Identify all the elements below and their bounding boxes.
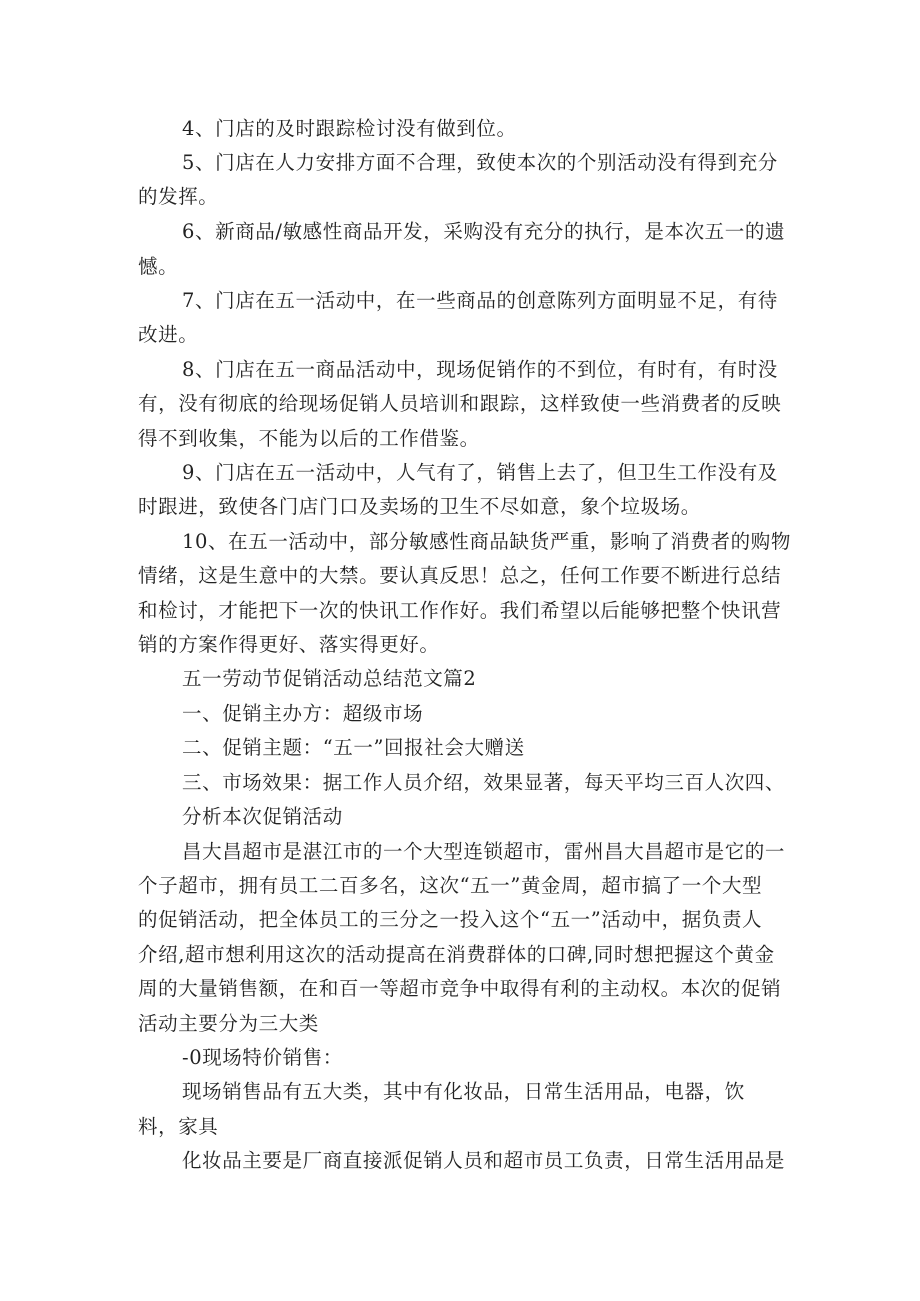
text-line: 活动主要分为三大类: [138, 1012, 319, 1035]
text-line: 和检讨，才能把下一次的快讯工作作好。我们希望以后能够把整个快讯营: [138, 599, 782, 622]
text-line: 憾。: [138, 255, 179, 278]
text-line: 的促销活动，把全体员工的三分之一投入这个“五一”活动中，据负责人: [138, 908, 763, 931]
text-line: 现场销售品有五大类，其中有化妆品，日常生活用品，电器，饮: [182, 1080, 745, 1103]
text-line: 4、门店的及时跟踪检讨没有做到位。: [182, 117, 517, 140]
text-line: 介绍,超市想利用这次的活动提高在消费群体的口碑,同时想把握这个黄金: [138, 943, 775, 966]
text-line: 昌大昌超市是湛江市的一个大型连锁超市，雷州昌大昌超市是它的一: [182, 840, 786, 863]
text-line: -0现场特价销售：: [182, 1046, 343, 1069]
text-line: 化妆品主要是厂商直接派促销人员和超市员工负责，日常生活用品是: [182, 1149, 786, 1172]
text-line: 一、促销主办方：超级市场: [182, 702, 424, 725]
text-line: 5、门店在人力安排方面不合理，致使本次的个别活动没有得到充分: [182, 151, 778, 174]
text-line: 有，没有彻底的给现场促销人员培训和跟踪，这样致使一些消费者的反映: [138, 392, 782, 415]
text-line: 得不到收集，不能为以后的工作借鉴。: [138, 427, 480, 450]
text-line: 时跟进，致使各门店门口及卖场的卫生不尽如意，象个垃圾场。: [138, 495, 701, 518]
text-line: 分析本次促销活动: [182, 805, 343, 828]
section-heading: 五一劳动节促销活动总结范文篇2: [182, 667, 477, 690]
text-line: 改进。: [138, 323, 199, 346]
text-line: 二、促销主题：“五一”回报社会大赠送: [182, 736, 525, 759]
text-line: 情绪，这是生意中的大禁。要认真反思！总之，任何工作要不断进行总结: [138, 564, 782, 587]
text-line: 三、市场效果：据工作人员介绍，效果显著，每天平均三百人次四、: [182, 771, 786, 794]
text-line: 料，家具: [138, 1115, 219, 1138]
text-line: 个子超市，拥有员工二百多名，这次“五一”黄金周，超市搞了一个大型: [138, 874, 763, 897]
text-line: 6、新商品/敏感性商品开发，采购没有充分的执行，是本次五一的遗: [182, 220, 786, 243]
text-line: 8、门店在五一商品活动中，现场促销作的不到位，有时有，有时没: [182, 358, 778, 381]
text-line: 销的方案作得更好、落实得更好。: [138, 633, 440, 656]
text-line: 9、门店在五一活动中，人气有了，销售上去了，但卫生工作没有及: [182, 461, 778, 484]
text-line: 周的大量销售额，在和百一等超市竞争中取得有利的主动权。本次的促销: [138, 977, 782, 1000]
text-line: 的发挥。: [138, 185, 219, 208]
text-line: 10、在五一活动中，部分敏感性商品缺货严重，影响了消费者的购物: [182, 530, 791, 553]
text-line: 7、门店在五一活动中，在一些商品的创意陈列方面明显不足，有待: [182, 289, 778, 312]
